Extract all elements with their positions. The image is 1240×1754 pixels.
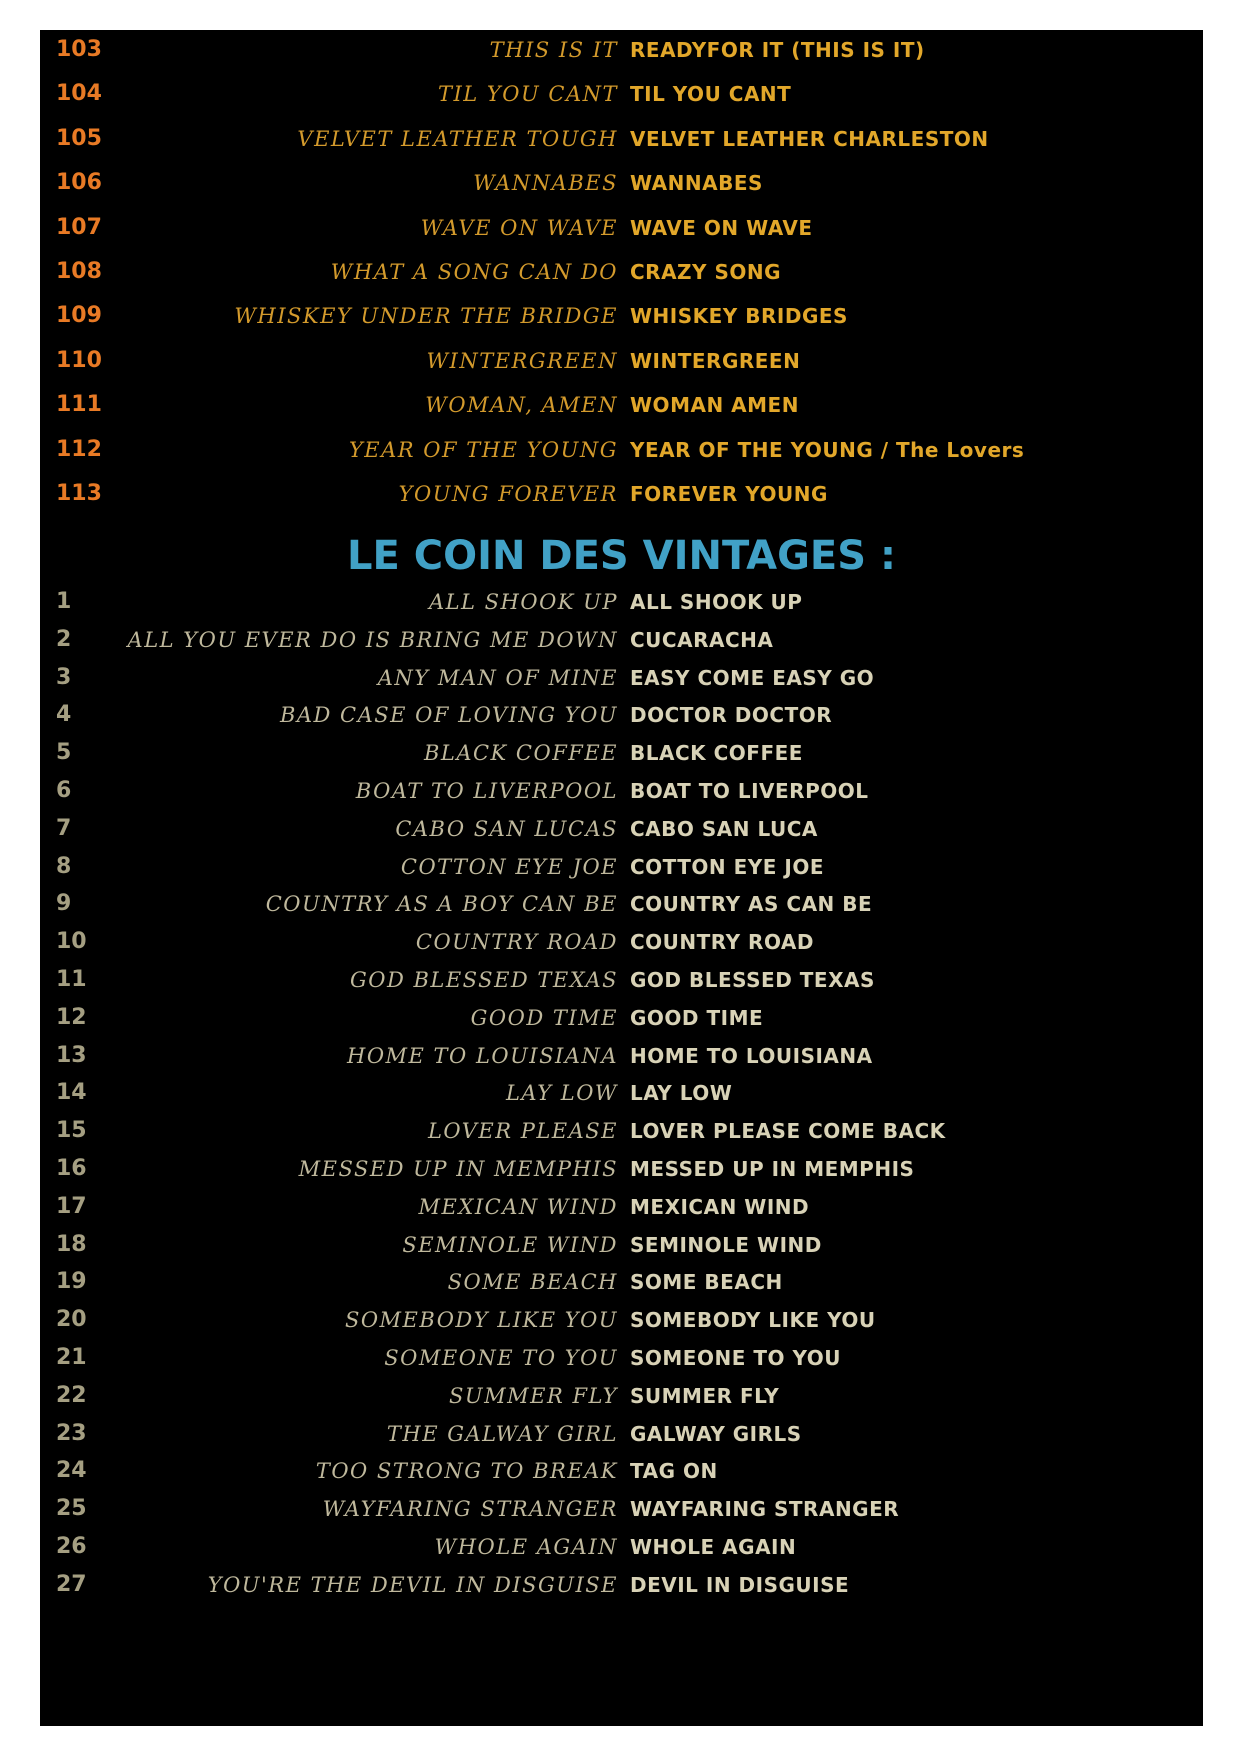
dance-title: WAYFARING STRANGER [630,1497,900,1522]
row-number: 113 [56,481,102,506]
dance-title: CRAZY SONG [630,260,782,284]
song-title: WINTERGREEN [426,348,618,373]
row-number: 21 [56,1345,87,1370]
row-number: 16 [56,1156,87,1181]
song-title: CABO SAN LUCAS [395,816,618,841]
list-row [40,430,1203,470]
row-number: 15 [56,1118,87,1144]
song-title: SUMMER FLY [449,1383,618,1408]
dance-title: DOCTOR DOCTOR [630,703,833,728]
list-row [40,1036,1203,1076]
list-row [40,30,1203,70]
list-row [40,620,1203,660]
list-row [40,341,1203,381]
row-number: 20 [56,1307,87,1333]
list-row [40,1073,1203,1113]
dance-title: HOME TO LOUISIANA [630,1043,873,1068]
song-title: GOOD TIME [470,1005,618,1030]
dance-title: READYFOR IT (THIS IS IT) [630,38,925,62]
dance-title: ALL SHOOK UP [630,590,803,614]
dance-title: DEVIL IN DISGUISE [630,1572,850,1597]
song-title: SOMEONE TO YOU [384,1346,618,1370]
list-row [40,474,1203,514]
list-row [40,1414,1203,1454]
song-title: ANY MAN OF MINE [377,665,618,690]
song-title: GOD BLESSED TEXAS [349,968,618,992]
song-title: MESSED UP IN MEMPHIS [298,1157,618,1181]
dance-title: WHOLE AGAIN [630,1535,797,1559]
dance-title: WAVE ON WAVE [630,215,813,240]
dance-title: CUCARACHA [630,627,774,652]
song-title: SOMEBODY LIKE YOU [344,1308,618,1333]
dance-title: WANNABES [630,171,763,196]
list-row [40,163,1203,203]
dance-title: TAG ON [630,1459,718,1484]
dance-title: TIL YOU CANT [630,82,792,107]
list-row [40,771,1203,811]
dance-title: GALWAY GIRLS [630,1421,802,1446]
song-title: YOUNG FOREVER [398,482,618,506]
row-number: 110 [56,347,102,373]
dance-title: SOMEBODY LIKE YOU [630,1308,876,1333]
dance-title: WHISKEY BRIDGES [630,304,848,329]
row-number: 19 [56,1269,87,1295]
list-row [40,1451,1203,1491]
song-title: WHOLE AGAIN [434,1535,618,1559]
song-title: VELVET LEATHER TOUGH [297,126,618,151]
row-number: 104 [56,81,102,107]
row-number: 13 [56,1042,87,1068]
song-title: ALL YOU EVER DO IS BRING ME DOWN [127,627,618,652]
dance-title: WOMAN AMEN [630,393,799,418]
list-row [40,1527,1203,1567]
dance-title: MEXICAN WIND [630,1194,810,1219]
list-row [40,1565,1203,1605]
dance-title: SOMEONE TO YOU [630,1346,841,1370]
song-title: THIS IS IT [489,38,618,62]
song-title: BLACK COFFEE [423,741,618,766]
dance-title: COUNTRY ROAD [630,930,814,955]
row-number: 11 [56,967,87,992]
list-row [40,1149,1203,1189]
list-row [40,252,1203,292]
list-row [40,1338,1203,1378]
list-row [40,208,1203,248]
row-number: 9 [56,891,72,917]
dance-title: FOREVER YOUNG [630,482,828,506]
row-number: 3 [56,664,72,690]
list-row [40,296,1203,336]
list-row [40,1300,1203,1340]
dance-title: EASY COME EASY GO [630,665,875,690]
row-number: 26 [56,1534,87,1559]
list-row [40,1376,1203,1416]
song-title: WHISKEY UNDER THE BRIDGE [234,304,618,329]
song-title: WANNABES [473,171,618,196]
song-title: COUNTRY AS A BOY CAN BE [265,892,618,917]
row-number: 112 [56,436,102,462]
list-row [40,1262,1203,1302]
row-number: 18 [56,1231,87,1257]
dance-title: BOAT TO LIVERPOOL [630,779,869,803]
song-title: THE GALWAY GIRL [386,1421,618,1446]
song-title: HOME TO LOUISIANA [347,1043,618,1068]
list-row [40,1489,1203,1529]
dance-title: GOD BLESSED TEXAS [630,968,875,992]
song-title: TIL YOU CANT [438,82,618,107]
dance-title: SOME BEACH [630,1270,783,1295]
list-row [40,847,1203,887]
row-number: 22 [56,1382,87,1408]
row-number: 25 [56,1496,87,1522]
song-title: WAYFARING STRANGER [322,1497,618,1522]
row-number: 12 [56,1004,87,1030]
row-number: 10 [56,929,87,955]
list-row [40,1111,1203,1151]
row-number: 14 [56,1080,87,1106]
dance-title: LAY LOW [630,1081,733,1106]
list-row [40,119,1203,159]
row-number: 2 [56,626,72,652]
dance-title: CABO SAN LUCA [630,816,818,841]
list-row [40,385,1203,425]
dance-title: WINTERGREEN [630,348,801,373]
list-row [40,1225,1203,1265]
row-number: 109 [56,303,102,329]
row-number: 8 [56,853,72,879]
song-title: WOMAN, AMEN [425,393,618,418]
row-number: 24 [56,1458,87,1484]
dance-title: LOVER PLEASE COME BACK [630,1119,946,1144]
row-number: 106 [56,170,102,196]
song-title: COTTON EYE JOE [400,854,618,879]
song-title: LAY LOW [505,1081,618,1106]
dance-title: VELVET LEATHER CHARLESTON [630,126,989,151]
row-number: 105 [56,125,102,151]
row-number: 5 [56,740,72,766]
dance-title: BLACK COFFEE [630,741,803,766]
song-title: SEMINOLE WIND [402,1232,618,1257]
dance-title: COTTON EYE JOE [630,854,825,879]
row-number: 1 [56,589,72,614]
song-title: SOME BEACH [447,1270,618,1295]
list-row [40,922,1203,962]
song-title: BOAT TO LIVERPOOL [355,779,618,803]
dance-title: SUMMER FLY [630,1383,780,1408]
dance-title: SEMINOLE WIND [630,1232,822,1257]
row-number: 7 [56,815,72,841]
song-title: ALL SHOOK UP [428,590,618,614]
list-row [40,809,1203,849]
document-page [40,30,1203,1726]
row-number: 4 [56,702,72,728]
dance-title: COUNTRY AS CAN BE [630,892,873,917]
dance-title: MESSED UP IN MEMPHIS [630,1157,915,1181]
dance-title: GOOD TIME [630,1005,764,1030]
row-number: 107 [56,214,102,240]
dance-title: YEAR OF THE YOUNG / The Lovers [630,437,1025,462]
row-number: 27 [56,1571,87,1597]
list-row [40,998,1203,1038]
song-title: MEXICAN WIND [418,1194,618,1219]
song-title: BAD CASE OF LOVING YOU [279,703,618,728]
song-title: WAVE ON WAVE [420,215,618,240]
row-number: 108 [56,259,102,284]
list-row [40,582,1203,622]
list-row [40,960,1203,1000]
list-row [40,695,1203,735]
row-number: 6 [56,778,72,803]
list-row [40,884,1203,924]
row-number: 103 [56,37,102,62]
song-title: LOVER PLEASE [427,1119,618,1144]
song-title: TOO STRONG TO BREAK [315,1459,618,1484]
song-title: YEAR OF THE YOUNG [348,437,618,462]
section-title-vintage: LE COIN DES VINTAGES : [347,533,896,579]
row-number: 111 [56,392,102,418]
row-number: 17 [56,1193,87,1219]
row-number: 23 [56,1420,87,1446]
song-title: COUNTRY ROAD [415,930,618,955]
list-row [40,733,1203,773]
list-row [40,658,1203,698]
song-title: WHAT A SONG CAN DO [330,260,618,284]
list-row [40,74,1203,114]
list-row [40,1187,1203,1227]
song-title: YOU'RE THE DEVIL IN DISGUISE [207,1572,618,1597]
